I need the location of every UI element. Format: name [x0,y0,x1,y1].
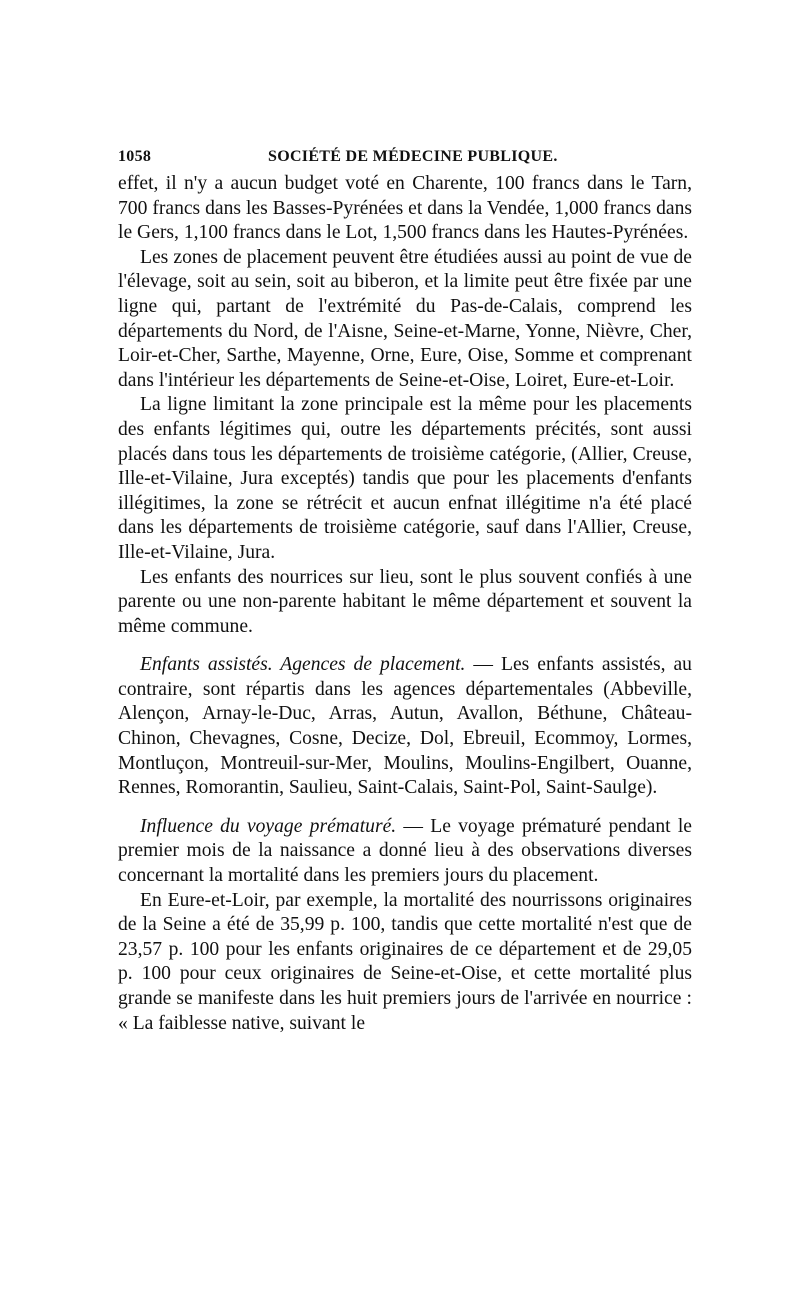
paragraph-nourrices [118,566,692,640]
book-page [118,148,692,1036]
section-heading: Influence du voyage prématuré. [140,815,397,837]
section-heading: Enfants assistés. Agences de placement. [140,654,466,676]
paragraph-ligne [118,393,692,565]
paragraph-eure-et-loir [118,889,692,1037]
paragraph-budget [118,172,692,246]
paragraph-text: — Le voyage prématuré pendant le premier mois de la naissance a donné lieu à des observations diverses concernant la mortalité dans les premiers jours du placement. [118,815,692,887]
paragraph-text: En Eure-et-Loir, par exemple, la mortalité des nourrissons originaires de la Seine a été de 35,99 p. 100, tandis que cette mortalité n'est que de 23,57 p. 100 pour les enfants originaires de ce département et de 29,05 p. 100 pour ceux originaires de Seine-et-Oise, et cette mortalité plus grande se manifeste dans les huit premiers jours de l'arrivée en nourrice : « La faiblesse native, suivant le [118,889,692,1034]
paragraph-text: — Les enfants assistés, au contraire, sont répartis dans les agences départementales (Abbeville, Alençon, Arnay-le-Duc, Arras, Autun, Avallon, Béthune, Château-Chinon, Chevagnes, Cosne, Decize, Dol, Ebreuil, Ecommoy, Lormes, Montluçon, Montreuil-sur-Mer, Moulins, Moulins-Engilbert, Ouanne, Rennes, Romorantin, Saulieu, Saint-Calais, Saint-Pol, Saint-Saulge). [118,654,692,799]
paragraph-enfants-assistes [118,653,692,801]
paragraph-text: Les zones de placement peuvent être étudiées aussi au point de vue de l'élevage, soit au sein, soit au biberon, et la limite peut être fixée par une ligne qui, partant de l'extrémité du Pas-de-Calais, comprend les départements du Nord, de l'Aisne, Seine-et-Marne, Yonne, Nièvre, Cher, Loir-et-Cher, Sarthe, Mayenne, Orne, Eure, Oise, Somme et comprenant dans l'intérieur les départements de Seine-et-Oise, Loiret, Eure-et-Loir. [118,246,692,391]
paragraph-text: Les enfants des nourrices sur lieu, sont le plus souvent confiés à une parente ou une non-parente habitant le même département et souvent la même commune. [118,566,692,637]
paragraph-zones [118,246,692,394]
body-text [118,172,692,1036]
paragraph-text: effet, il n'y a aucun budget voté en Charente, 100 francs dans le Tarn, 700 francs dans les Basses-Pyrénées et dans la Vendée, 1,000 francs dans le Gers, 1,100 francs dans le Lot, 1,500 francs dans les Hautes-Pyrénées. [118,173,692,244]
paragraph-voyage [118,815,692,889]
running-header [118,148,692,172]
page-number: 1058 [118,148,152,165]
paragraph-text: La ligne limitant la zone principale est la même pour les placements des enfants légitimes qui, outre les départements précités, sont aussi placés dans tous les départements de troisième catégorie, (Allier, Creuse, Ille-et-Vilaine, Jura exceptés) tandis que pour les placements d'enfants illégitimes, la zone se rétrécit et aucun enfnat illégitime n'a été placé dans les départements de troisième catégorie, sauf dans l'Allier, Creuse, Ille-et-Vilaine, Jura. [118,394,692,563]
running-title: SOCIÉTÉ DE MÉDECINE PUBLIQUE. [268,148,558,165]
